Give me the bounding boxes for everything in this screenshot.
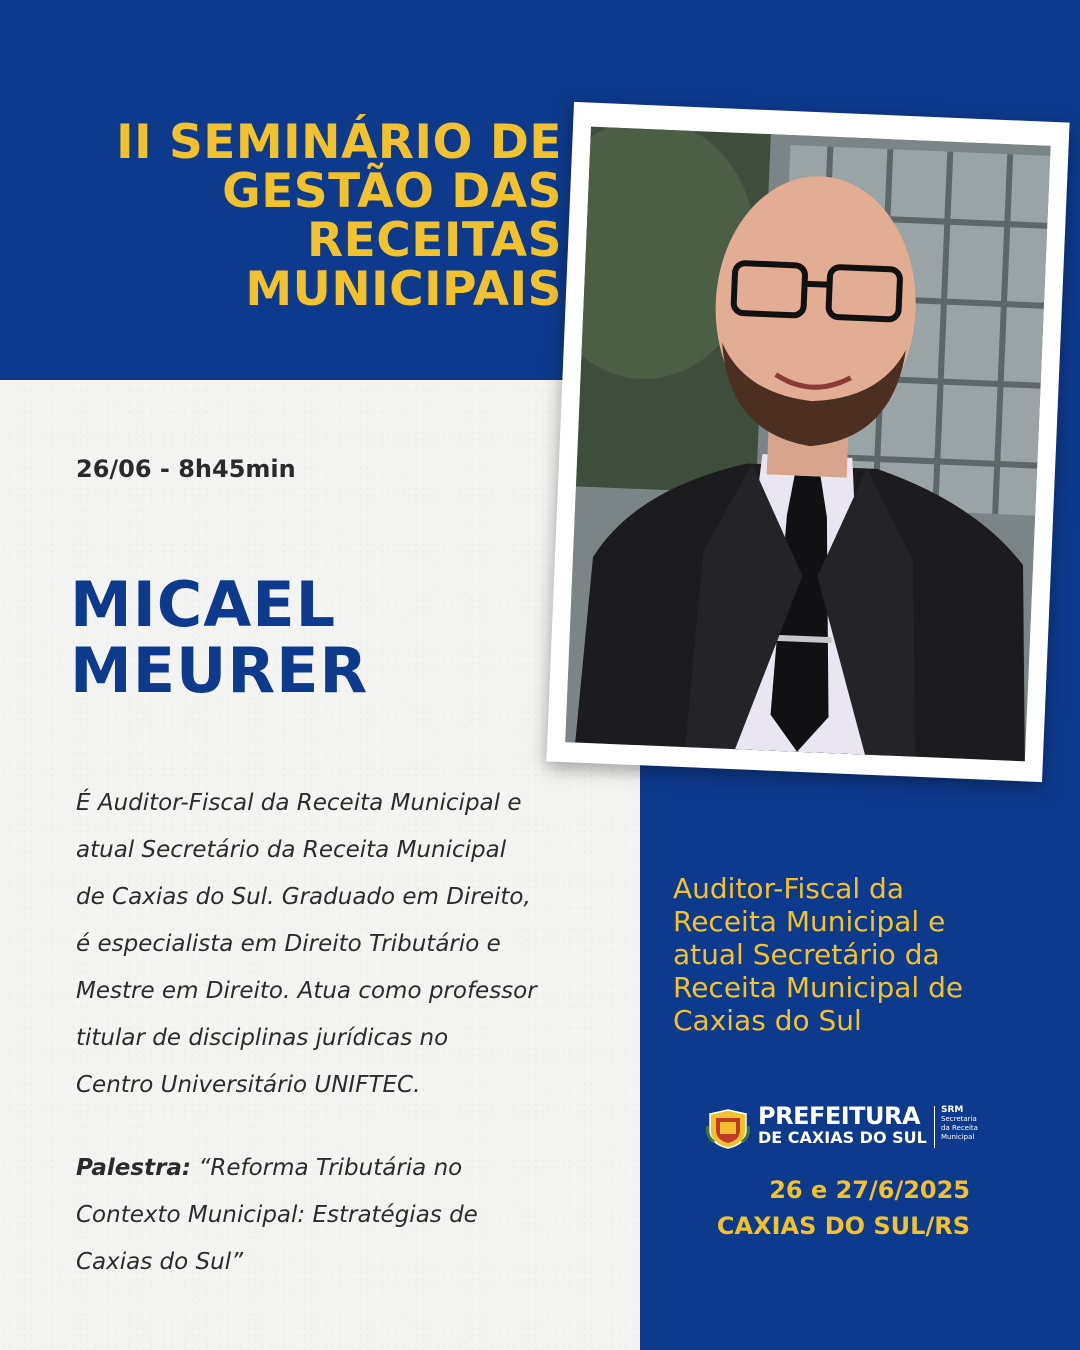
session-date-time: 26/06 - 8h45min [76,455,296,483]
bio-line: é especialista em Direito Tributário e [76,931,501,957]
role-line: Caxias do Sul [673,1004,862,1037]
bio-line: atual Secretário da Receita Municipal [76,837,507,863]
role-line: Auditor-Fiscal da [673,872,904,905]
event-title-line: II SEMINÁRIO DE [116,115,562,170]
role-line: Receita Municipal e [673,905,946,938]
srm-line: da Receita [941,1124,978,1132]
speaker-bio [76,780,616,1109]
bio-line: É Auditor-Fiscal da Receita Municipal e [76,790,522,816]
bio-line: de Caxias do Sul. Graduado em Direito, [76,884,531,910]
event-title-line: RECEITAS [306,213,562,268]
logo-srm [941,1106,991,1142]
event-location: CAXIAS DO SUL/RS [716,1212,970,1240]
srm-line: Secretaria [941,1115,977,1123]
speaker-last-name: MEURER [70,634,369,707]
prefeitura-logo [706,1104,986,1152]
city-crest-icon [706,1106,750,1150]
speaker-photo [565,127,1050,762]
event-title-line: MUNICIPAIS [245,262,562,317]
event-dates-location [700,1172,970,1244]
logo-divider [934,1106,935,1148]
talk-line [76,1145,616,1192]
event-title-line: GESTÃO DAS [222,164,562,219]
bio-line: Mestre em Direito. Atua como professor [76,978,537,1004]
speaker-role [673,872,1053,1037]
speaker-name [70,568,369,707]
speaker-first-name: MICAEL [70,568,337,641]
talk-line: Contexto Municipal: Estratégias de [76,1202,478,1228]
srm-abbreviation: SRM [941,1105,964,1115]
bio-line: Centro Universitário UNIFTEC. [76,1072,421,1098]
srm-line: Municipal [941,1133,975,1141]
role-line: Receita Municipal de [673,971,964,1004]
logo-name: PREFEITURA [758,1102,921,1130]
talk-title-text: “Reforma Tributária no [198,1155,463,1181]
event-dates: 26 e 27/6/2025 [769,1176,970,1204]
bio-line: titular de disciplinas jurídicas no [76,1025,449,1051]
talk-line: Caxias do Sul” [76,1249,244,1275]
event-title [60,115,562,317]
logo-city: DE CAXIAS DO SUL [758,1128,927,1147]
talk-label: Palestra: [76,1155,192,1181]
speaker-photo-frame [546,102,1069,782]
talk-title [76,1145,616,1286]
role-line: atual Secretário da [673,938,940,971]
